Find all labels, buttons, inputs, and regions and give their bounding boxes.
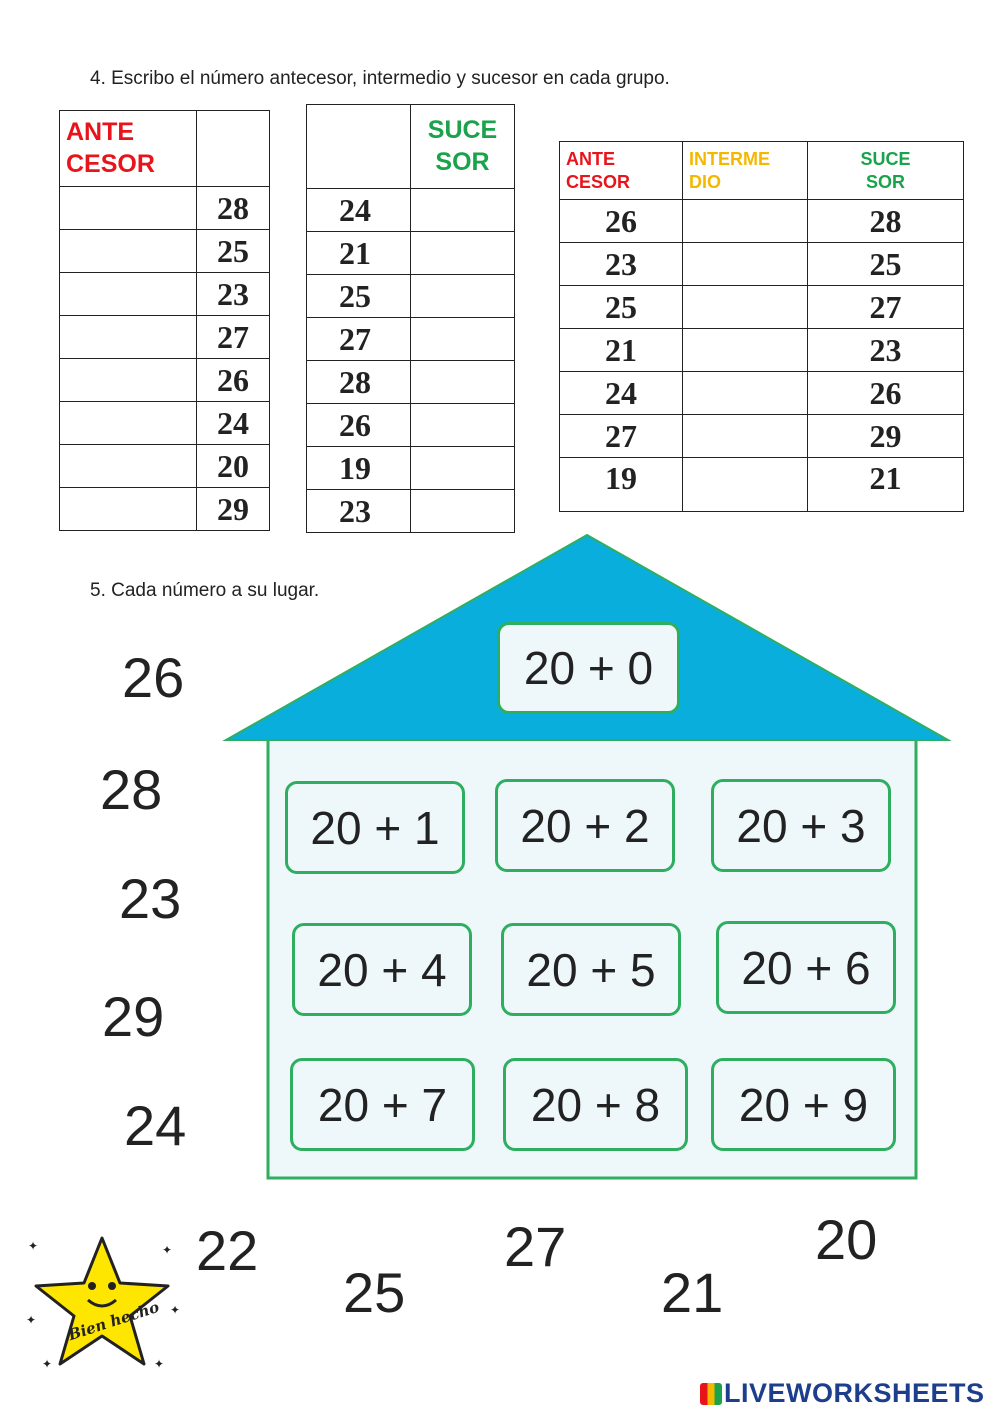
sticker-text: Bien hecho xyxy=(65,1297,162,1345)
draggable-number[interactable]: 21 xyxy=(661,1261,724,1324)
drop-box-20-8[interactable]: 20 + 8 xyxy=(503,1058,688,1151)
svg-text:✦: ✦ xyxy=(26,1313,37,1327)
given-number: 24 xyxy=(560,372,683,415)
drop-box-20-5[interactable]: 20 + 5 xyxy=(501,923,681,1016)
draggable-number[interactable]: 23 xyxy=(119,867,182,930)
given-number: 28 xyxy=(307,361,411,404)
instruction-5: 5. Cada número a su lugar. xyxy=(90,580,320,601)
given-number: 24 xyxy=(307,189,411,232)
drop-box-20-0[interactable]: 20 + 0 xyxy=(497,622,680,714)
draggable-number[interactable]: 25 xyxy=(343,1261,406,1324)
drop-box-20-2[interactable]: 20 + 2 xyxy=(495,779,675,872)
header-antecesor: ANTE CESOR xyxy=(60,111,197,187)
svg-text:✦: ✦ xyxy=(28,1239,39,1253)
drop-box-20-7[interactable]: 20 + 7 xyxy=(290,1058,475,1151)
liveworksheets-logo-icon xyxy=(700,1383,722,1405)
given-number: 26 xyxy=(197,359,270,402)
given-number: 25 xyxy=(197,230,270,273)
given-number: 25 xyxy=(808,243,964,286)
drop-box-20-6[interactable]: 20 + 6 xyxy=(716,921,896,1014)
given-number: 24 xyxy=(197,402,270,445)
given-number: 29 xyxy=(197,488,270,531)
drop-box-20-9[interactable]: 20 + 9 xyxy=(711,1058,896,1151)
given-number: 27 xyxy=(197,316,270,359)
star-sticker-icon xyxy=(22,1228,182,1378)
svg-text:✦: ✦ xyxy=(154,1357,165,1371)
draggable-number[interactable]: 29 xyxy=(102,985,165,1048)
draggable-number[interactable]: 26 xyxy=(122,646,185,709)
draggable-number[interactable]: 22 xyxy=(196,1219,259,1282)
given-number: 21 xyxy=(307,232,411,275)
header-sucesor: SUCE SOR xyxy=(808,142,964,200)
header-intermedio: INTERME DIO xyxy=(683,142,808,200)
given-number: 23 xyxy=(560,243,683,286)
given-number: 23 xyxy=(197,273,270,316)
given-number: 25 xyxy=(560,286,683,329)
given-number: 23 xyxy=(307,490,411,533)
header-sucesor: SUCE SOR xyxy=(411,105,515,189)
svg-text:✦: ✦ xyxy=(162,1243,173,1257)
draggable-number[interactable]: 20 xyxy=(815,1208,878,1271)
given-number: 28 xyxy=(197,187,270,230)
given-number: 25 xyxy=(307,275,411,318)
footer-brand: LIVEWORKSHEETS xyxy=(700,1378,985,1409)
draggable-number[interactable]: 24 xyxy=(124,1094,187,1157)
given-number: 19 xyxy=(560,458,683,512)
given-number: 23 xyxy=(808,329,964,372)
given-number: 27 xyxy=(560,415,683,458)
given-number: 27 xyxy=(307,318,411,361)
drop-box-20-3[interactable]: 20 + 3 xyxy=(711,779,891,872)
given-number: 28 xyxy=(808,200,964,243)
svg-text:✦: ✦ xyxy=(42,1357,53,1371)
draggable-number[interactable]: 27 xyxy=(504,1215,567,1278)
given-number: 20 xyxy=(197,445,270,488)
given-number: 26 xyxy=(307,404,411,447)
given-number: 19 xyxy=(307,447,411,490)
draggable-number[interactable]: 28 xyxy=(100,758,163,821)
drop-box-20-4[interactable]: 20 + 4 xyxy=(292,923,472,1016)
given-number: 26 xyxy=(808,372,964,415)
given-number: 27 xyxy=(808,286,964,329)
given-number: 21 xyxy=(808,458,964,512)
instruction-4: 4. Escribo el número antecesor, intermedio y sucesor en cada grupo. xyxy=(90,68,670,89)
header-antecesor: ANTE CESOR xyxy=(560,142,683,200)
given-number: 26 xyxy=(560,200,683,243)
drop-box-20-1[interactable]: 20 + 1 xyxy=(285,781,465,874)
given-number: 29 xyxy=(808,415,964,458)
given-number: 21 xyxy=(560,329,683,372)
svg-text:✦: ✦ xyxy=(170,1303,181,1317)
